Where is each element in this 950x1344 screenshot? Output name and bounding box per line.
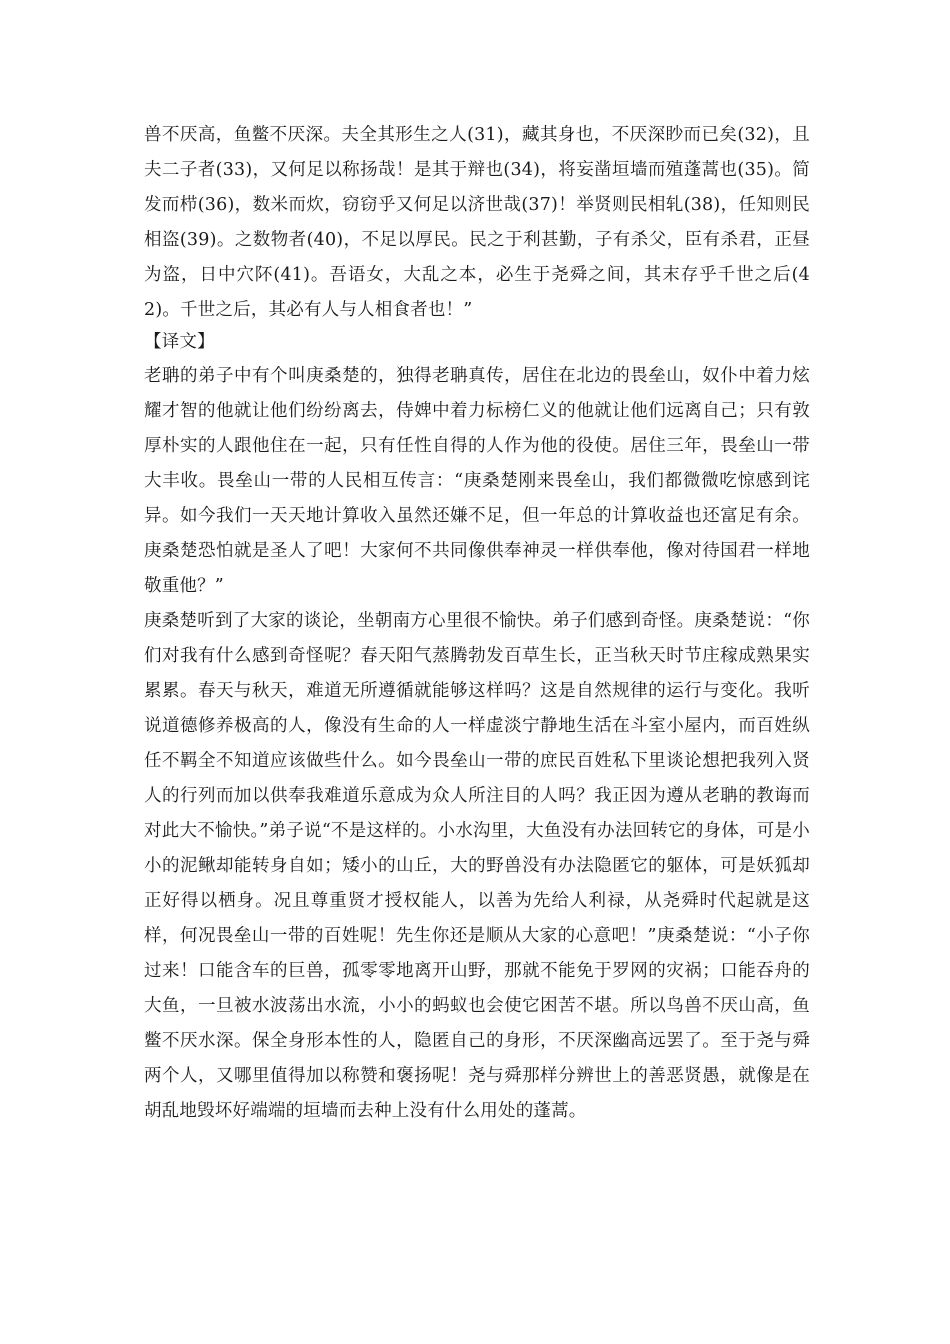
translation-paragraph-2: 庚桑楚听到了大家的谈论，坐朝南方心里很不愉快。弟子们感到奇怪。庚桑楚说：“你们对我有什么感到奇怪呢？春天阳气蒸腾勃发百草生长，正当秋天时节庄稼成熟果实累累。春天与秋天，难道无所遵循就能够这样吗？这是自然规律的运行与变化。我听说道德修养极高的人，像没有生命的人一样虚淡宁静地生活在斗室小屋内，而百姓纵任不羁全不知道应该做些什么。如今畏垒山一带的庶民百姓私下里谈论想把我列入贤人的行列而加以供奉我难道乐意成为众人所注目的人吗？我正因为遵从老聃的教诲而对此大不愉快。”弟子说“不是这样的。小水沟里，大鱼没有办法回转它的身体，可是小小的泥鳅却能转身自如；矮小的山丘，大的野兽没有办法隐匿它的躯体，可是妖狐却正好得以栖身。况且尊重贤才授权能人，以善为先给人利禄，从尧舜时代起就是这样，何况畏垒山一带的百姓呢！先生你还是顺从大家的心意吧！”庚桑楚说：“小子你过来！口能含车的巨兽，孤零零地离开山野，那就不能免于罗网的灾祸；口能吞舟的大鱼，一旦被水波荡出水流，小小的蚂蚁也会使它困苦不堪。所以鸟兽不厌山高，鱼鳖不厌水深。保全身形本性的人，隐匿自己的身形，不厌深幽高远罢了。至于尧与舜两个人，又哪里值得加以称赞和褒扬呢！尧与舜那样分辨世上的善恶贤愚，就像是在胡乱地毁坏好端端的垣墙而去种上没有什么用处的蓬蒿。 <box>144 611 810 1121</box>
document-body <box>144 118 810 1129</box>
translation-heading: 【译文】 <box>144 332 215 352</box>
translation-paragraph-1: 老聃的弟子中有个叫庚桑楚的，独得老聃真传，居住在北边的畏垒山，奴仆中着力炫耀才智的他就让他们纷纷离去，侍婢中着力标榜仁义的他就让他们远离自己；只有敦厚朴实的人跟他住在一起，只有任性自得的人作为他的役使。居住三年，畏垒山一带大丰收。畏垒山一带的人民相互传言：“庚桑楚刚来畏垒山，我们都微微吃惊感到诧异。如今我们一天天地计算收入虽然还嫌不足，但一年总的计算收益也还富足有余。庚桑楚恐怕就是圣人了吧！大家何不共同像供奉神灵一样供奉他，像对待国君一样地敬重他？” <box>144 366 810 596</box>
original-text-paragraph: 兽不厌高，鱼鳖不厌深。夫全其形生之人(31)，藏其身也，不厌深眇而已矣(32)，且夫二子者(33)，又何足以称扬哉！是其于辩也(34)，将妄凿垣墙而殖蓬蒿也(35)。简发而栉(36)，数米而炊，窃窃乎又何足以济世哉(37)！举贤则民相轧(38)，任知则民相盗(39)。之数物者(40)，不足以厚民。民之于利甚勤，子有杀父，臣有杀君，正昼为盗，日中穴阫(41)。吾语女，大乱之本，必生于尧舜之间，其末存乎千世之后(42)。千世之后，其必有人与人相食者也！” <box>144 125 810 320</box>
